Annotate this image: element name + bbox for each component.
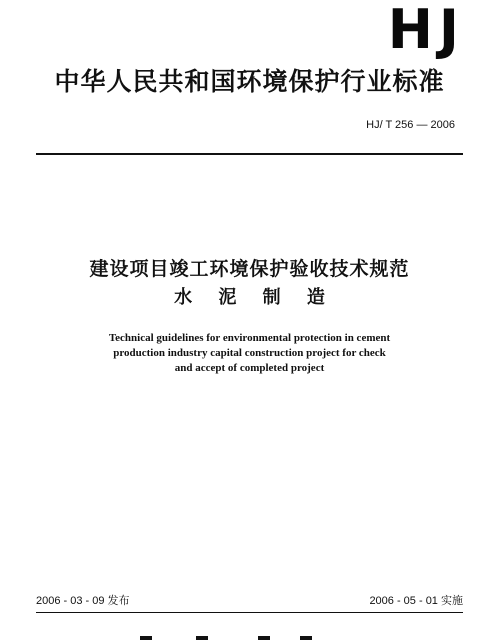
english-title-line-2: production industry capital construction project for check <box>113 347 386 359</box>
english-title-line-1: Technical guidelines for environmental protection in cement <box>108 332 391 344</box>
cropped-glyph <box>300 636 312 640</box>
cropped-glyph <box>140 636 152 640</box>
english-title-line-3: and accept of completed project <box>174 362 325 374</box>
issue-date: 2006 - 03 - 09 发布 <box>36 595 130 607</box>
cropped-glyph <box>196 636 208 640</box>
hj-logo: HJ <box>387 0 465 61</box>
top-divider <box>36 153 463 155</box>
main-title: 建设项目竣工环境保护验收技术规范 <box>89 258 410 280</box>
org-title: 中华人民共和国环境保护行业标准 <box>54 67 445 96</box>
footer-cropped-text <box>0 630 499 640</box>
sub-title: 水 泥 制 造 <box>174 287 325 308</box>
cropped-glyph <box>258 636 270 640</box>
implement-date: 2006 - 05 - 01 实施 <box>369 595 463 607</box>
bottom-divider <box>36 612 463 613</box>
english-title <box>0 331 499 376</box>
standard-code: HJ/ T 256 — 2006 <box>366 119 455 131</box>
